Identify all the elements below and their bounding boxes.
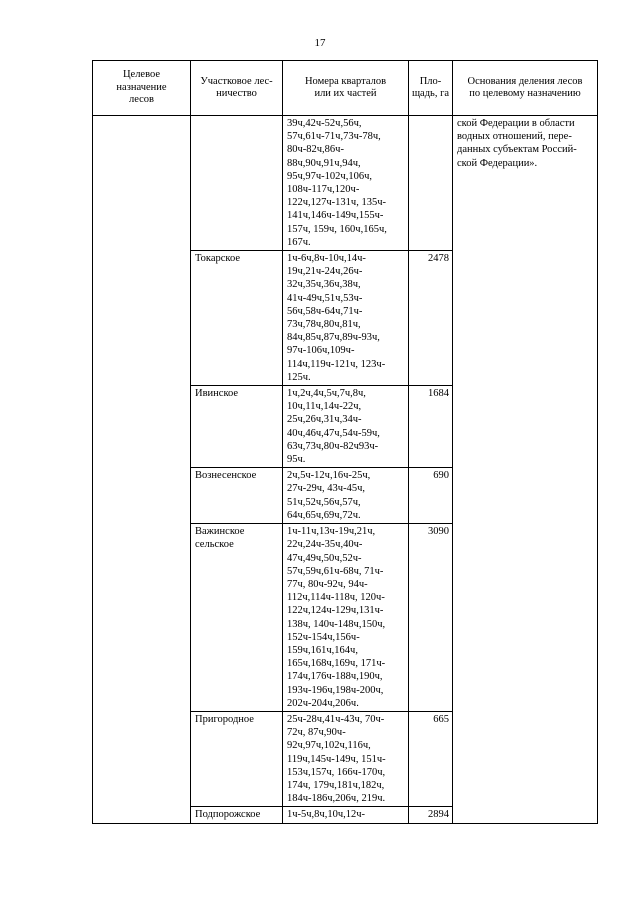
- forestry-cell: Подпорожское: [191, 807, 283, 823]
- forestry-cell: Вознесенское: [191, 468, 283, 524]
- table-header-row: [93, 61, 598, 116]
- forestry-cell: Пригородное: [191, 711, 283, 806]
- basis-cell: ской Федерации в области водных отношений, пере- данных субъектам Россий- ской Федерации».: [453, 116, 598, 824]
- forest-division-table: [92, 60, 598, 824]
- table-row: [93, 116, 598, 251]
- area-cell: 2478: [409, 251, 453, 386]
- area-cell: 690: [409, 468, 453, 524]
- quarters-cell: 39ч,42ч-52ч,56ч, 57ч,61ч-71ч,73ч-78ч, 80ч-82ч,86ч- 88ч,90ч,91ч,94ч, 95ч,97ч-102ч,106ч, 108ч-117ч,120ч- 122ч,127ч-131ч, 135ч- 141ч,146ч-149ч,155ч- 157ч, 159ч, 160ч,165ч, 167ч.: [283, 116, 409, 251]
- area-cell: 665: [409, 711, 453, 806]
- purpose-cell: [93, 116, 191, 824]
- header-forestry: Участковое лес- ничество: [191, 61, 283, 116]
- forestry-cell: Токарское: [191, 251, 283, 386]
- header-area: Пло- щадь, га: [409, 61, 453, 116]
- header-basis: Основания деления лесов по целевому назначению: [453, 61, 598, 116]
- forestry-cell: Ивинское: [191, 386, 283, 468]
- quarters-cell: 2ч,5ч-12ч,16ч-25ч, 27ч-29ч, 43ч-45ч, 51ч,52ч,56ч,57ч, 64ч,65ч,69ч,72ч.: [283, 468, 409, 524]
- header-purpose: Целевое назначение лесов: [93, 61, 191, 116]
- page-number: 17: [314, 37, 326, 49]
- area-cell: [409, 116, 453, 251]
- header-quarters: Номера кварталов или их частей: [283, 61, 409, 116]
- quarters-cell: 1ч-6ч,8ч-10ч,14ч- 19ч,21ч-24ч,26ч- 32ч,35ч,36ч,38ч, 41ч-49ч,51ч,53ч- 56ч,58ч-64ч,71ч- 73ч,78ч,80ч,81ч, 84ч,85ч,87ч,89ч-93ч, 97ч-106ч,109ч- 114ч,119ч-121ч, 123ч- 125ч.: [283, 251, 409, 386]
- quarters-cell: 1ч-11ч,13ч-19ч,21ч, 22ч,24ч-35ч,40ч- 47ч,49ч,50ч,52ч- 57ч,59ч,61ч-68ч, 71ч- 77ч, 80ч-92ч, 94ч- 112ч,114ч-118ч, 120ч- 122ч,124ч-129ч,131ч- 138ч, 140ч-148ч,150ч, 152ч-154ч,156ч- 159ч,161ч,164ч, 165ч,168ч,169ч, 171ч- 174ч,176ч-188ч,190ч, 193ч-196ч,198ч-200ч, 202ч-204ч,206ч.: [283, 524, 409, 712]
- quarters-cell: 25ч-28ч,41ч-43ч, 70ч- 72ч, 87ч,90ч- 92ч,97ч,102ч,116ч, 119ч,145ч-149ч, 151ч- 153ч,157ч, 166ч-170ч, 174ч, 179ч,181ч,182ч, 184ч-186ч,206ч, 219ч.: [283, 711, 409, 806]
- quarters-cell: 1ч-5ч,8ч,10ч,12ч-: [283, 807, 409, 823]
- forestry-cell: [191, 116, 283, 251]
- area-cell: 3090: [409, 524, 453, 712]
- area-cell: 1684: [409, 386, 453, 468]
- quarters-cell: 1ч,2ч,4ч,5ч,7ч,8ч, 10ч,11ч,14ч-22ч, 25ч,26ч,31ч,34ч- 40ч,46ч,47ч,54ч-59ч, 63ч,73ч,80ч-82ч93ч- 95ч.: [283, 386, 409, 468]
- forestry-cell: Важинское сельское: [191, 524, 283, 712]
- area-cell: 2894: [409, 807, 453, 823]
